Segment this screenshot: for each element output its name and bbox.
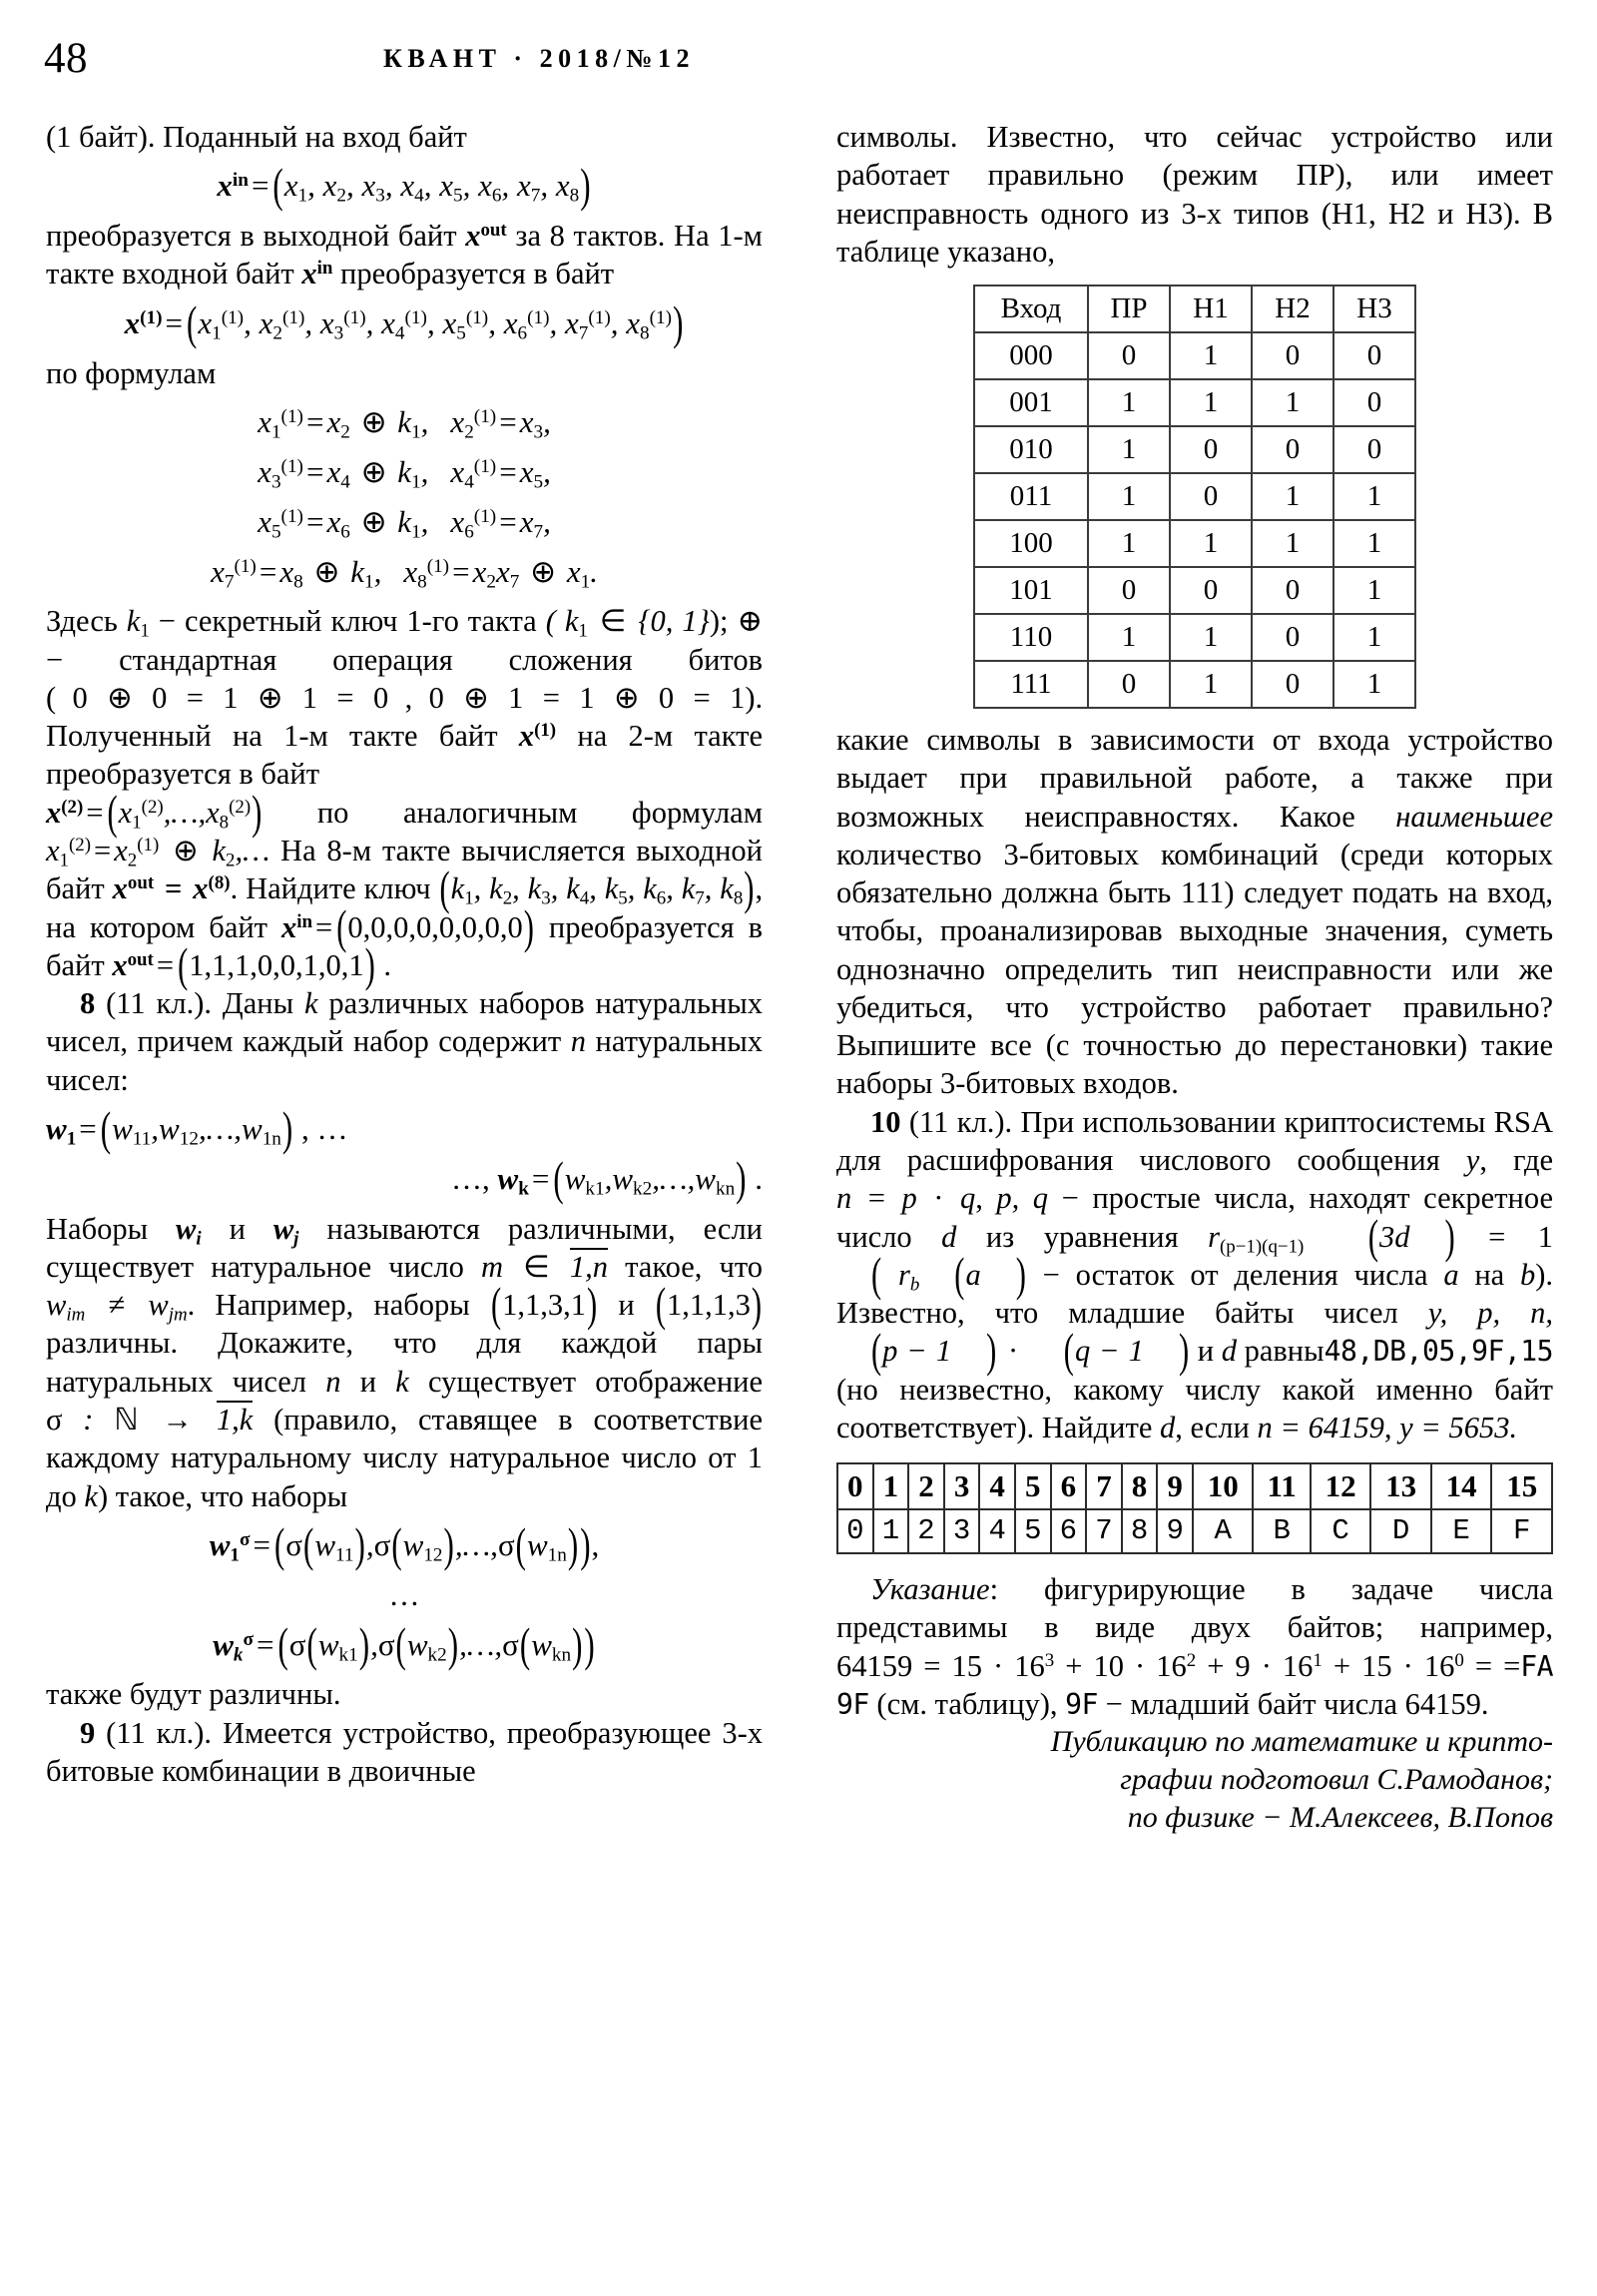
equation-wk-sigma: $w_k^\sigma=$ $(\sigma(w_{k1}),\sigma(w_{k2}),\dots,\sigma(w_{kn}))$ — [213, 1616, 595, 1671]
equation-dots: … — [388, 1576, 420, 1612]
truth-cell-input: 010 — [974, 426, 1088, 473]
truth-header-n3: Н3 — [1333, 286, 1415, 332]
math-tuple-1113: (1,1,1,3) — [655, 1278, 763, 1332]
truth-cell: 1 — [1333, 567, 1415, 614]
hex-table-container — [836, 1462, 1553, 1554]
math-y-value: y = 5653. — [1399, 1410, 1518, 1444]
hex-decimal-cell: 4 — [979, 1463, 1015, 1509]
truth-cell: 0 — [1252, 614, 1333, 661]
truth-cell: 1 — [1088, 426, 1170, 473]
table-row — [974, 661, 1415, 708]
math-r-equation: $r_{(p-1)(q-1)}$ (3d ) = 1 — [1208, 1210, 1554, 1263]
credit-block — [836, 1723, 1553, 1836]
math-b: b — [1520, 1257, 1536, 1292]
hex-decimal-cell: 3 — [944, 1463, 980, 1509]
truth-cell: 1 — [1333, 614, 1415, 661]
truth-cell: 0 — [1252, 661, 1333, 708]
hex-decimal-cell: 0 — [837, 1463, 873, 1509]
paragraph-transform: преобразуется в выходной байт $x^{out}$ за 8 тактов. На 1-м такте входной байт $x^{in}$ преобразуется в байт — [46, 219, 763, 291]
truth-cell: 0 — [1170, 426, 1252, 473]
math-k: k — [395, 1364, 409, 1399]
math-m-range: m ∈ 1,n — [481, 1249, 608, 1284]
hex-digit-cell: 7 — [1086, 1509, 1122, 1553]
math-key-tuple: ($k_1$, $k_2$, $k_3$, $k_4$, $k_5$, $k_6$, $k_7$, $k_8$) — [439, 861, 755, 915]
equation-w1: $w_1=$ $(w_{11},w_{12},\dots,w_{1n})$ , … — [46, 1100, 348, 1155]
truth-cell-input: 000 — [974, 332, 1088, 379]
hex-decimal-cell: 5 — [1015, 1463, 1051, 1509]
hex-decimal-cell: 7 — [1086, 1463, 1122, 1509]
hex-decimal-cell: 13 — [1370, 1463, 1431, 1509]
problem-10-grade: (11 кл.). — [908, 1104, 1013, 1139]
truth-cell: 1 — [1252, 473, 1333, 520]
math-x2: $x^{(2)}$ — [46, 795, 84, 830]
problem-9: 9 (11 кл.). Имеется устройство, преобразующее 3-х битовые комбинации в двоичные — [46, 1715, 763, 1788]
truth-cell: 0 — [1252, 567, 1333, 614]
truth-header-n1: Н1 — [1170, 286, 1252, 332]
hex-9f: 9F — [1065, 1687, 1098, 1721]
table-row — [974, 614, 1415, 661]
truth-cell: 0 — [1333, 332, 1415, 379]
hex-decimal-cell: 15 — [1491, 1463, 1552, 1509]
problem-8-grade: (11 кл.). — [106, 986, 213, 1021]
hex-decimal-cell: 14 — [1431, 1463, 1492, 1509]
math-n-eq-pq: n = p · q — [836, 1181, 976, 1216]
truth-cell: 1 — [1252, 379, 1333, 426]
truth-cell-input: 001 — [974, 379, 1088, 426]
truth-cell: 0 — [1088, 567, 1170, 614]
truth-cell: 1 — [1252, 520, 1333, 567]
truth-cell: 1 — [1170, 332, 1252, 379]
paragraph-second-tact: $x^{(2)}=$ $(x_1^{(2)},\dots,x_8^{(2)})$ по аналогичным формулам $x_1^{(2)}=x_2^{(1)}$ ⊕ $k_2,\dots$ На 8-м такте вычисляется выходной байт $x^{out} = x^{(8)}$. Найдите ключ ($k_1$, $k_2$, $k_3$, $k_4$, $k_5$, $k_6$, $k_7$, $k_8$), на котором байт $x^{in}= (0,0,0,0,0,0,0,0)$ преобразуется в байт $x^{out}= (1,1,1,0,0,1,0,1)$ . — [46, 786, 764, 992]
math-x1-second: $x_1^{(2)}=x_2^{(1)}$ ⊕ $k_2,\dots$ — [46, 834, 270, 871]
hex-decimal-cell: 11 — [1253, 1463, 1310, 1509]
truth-cell: 1 — [1333, 661, 1415, 708]
paragraph-intro: (1 байт). Поданный на вход байт — [46, 120, 467, 154]
truth-cell-input: 100 — [974, 520, 1088, 567]
hex-digit-cell: 6 — [1051, 1509, 1087, 1553]
credit-line-1: Публикацию по математике и крипто- — [1050, 1725, 1553, 1759]
math-a: a — [1443, 1257, 1459, 1292]
math-hex-expansion: $64159 = 15 \cdot 16^3 + 10 \cdot 16^2 + 9 \cdot 16^1 + 15 \cdot 16^0$ = — [836, 1648, 1493, 1683]
hex-decimal-cell: 1 — [873, 1463, 909, 1509]
math-wj: $w_j$ — [272, 1211, 299, 1249]
truth-cell: 1 — [1170, 661, 1252, 708]
truth-cell: 1 — [1170, 520, 1252, 567]
hex-decimal-cell: 9 — [1157, 1463, 1193, 1509]
table-row — [974, 520, 1415, 567]
math-byte-list: y, p, n, — [1427, 1296, 1554, 1331]
hex-digit-cell: A — [1193, 1509, 1254, 1553]
truth-cell: 0 — [1252, 332, 1333, 379]
formula-line-2: $x_3^{(1)}=x_4$ ⊕ $k_1$, $x_4^{(1)}=x_5$, — [258, 453, 551, 493]
hex-decimal-cell: 10 — [1193, 1463, 1254, 1509]
math-k1-set: ( $k_1$ ∈ {0, 1} — [545, 604, 710, 642]
math-x-out: $x^{out}$ — [465, 219, 507, 254]
hex-digit-cell: 0 — [837, 1509, 873, 1553]
problem-8: 8 (11 кл.). Даны k различных наборов натуральных чисел, причем каждый набор содержит n натуральных чисел: — [46, 986, 763, 1097]
table-row — [974, 426, 1415, 473]
problem-9-number: 9 — [80, 1715, 96, 1750]
math-k1: $k_1$ — [126, 604, 150, 642]
truth-cell-input: 101 — [974, 567, 1088, 614]
truth-cell: 1 — [1333, 473, 1415, 520]
math-p1q1: (p − 1 ) · (q − 1 ) — [871, 1324, 1190, 1378]
math-k-upper: k — [84, 1478, 98, 1513]
credit-line-2: графии подготовил С.Рамоданов; — [1120, 1762, 1553, 1796]
truth-cell-input: 110 — [974, 614, 1088, 661]
hex-digit-cell: 2 — [908, 1509, 944, 1553]
formula-line-1: $x_1^{(1)}=x_2$ ⊕ $k_1$, $x_2^{(1)}=x_3$, — [258, 403, 551, 443]
hex-digit-cell: 3 — [944, 1509, 980, 1553]
truth-cell: 1 — [1088, 379, 1170, 426]
truth-header-input: Вход — [974, 286, 1088, 332]
hex-table — [836, 1462, 1553, 1554]
hex-digit-cell: B — [1253, 1509, 1310, 1553]
hex-digit-cell: 5 — [1015, 1509, 1051, 1553]
math-equals: = — [1503, 1648, 1521, 1683]
emphasis-smallest: наименьшее — [1395, 799, 1554, 834]
truth-cell: 1 — [1088, 473, 1170, 520]
math-xout-value: $x^{out}$ — [112, 947, 154, 982]
math-n: n — [325, 1364, 341, 1399]
truth-cell: 0 — [1333, 426, 1415, 473]
equation-w1-sigma: $w_1^\sigma=$ $(\sigma(w_{11}),\sigma(w_{12}),\dots,\sigma(w_{1n}))$, — [209, 1516, 600, 1571]
math-find-d: d — [1160, 1410, 1176, 1444]
hex-digit-cell: 1 — [873, 1509, 909, 1553]
truth-cell: 0 — [1252, 426, 1333, 473]
math-w-inequality: $w_{im} \ne w_{jm}$ — [46, 1288, 188, 1326]
problem-9-grade: (11 кл.). — [106, 1715, 213, 1750]
hex-decimal-cell: 6 — [1051, 1463, 1087, 1509]
table-row — [974, 379, 1415, 426]
problem-10-number: 10 — [870, 1104, 901, 1139]
hex-digit-cell: F — [1491, 1509, 1552, 1553]
math-d-2: d — [1221, 1334, 1237, 1369]
truth-table-container — [836, 285, 1553, 709]
math-x-in: $x^{in}$ — [301, 257, 333, 291]
truth-cell: 0 — [1333, 379, 1415, 426]
table-row — [974, 567, 1415, 614]
byte-values: 48,DB,05,9F,15 — [1324, 1335, 1554, 1369]
math-wi: $w_i$ — [176, 1211, 202, 1249]
formula-line-4: $x_7^{(1)}=x_8$ ⊕ $k_1$, $x_8^{(1)}=x_2x_7$ ⊕ $x_1$. — [211, 553, 598, 592]
problem-10: 10 (11 кл.). При использовании криптосистемы RSA для расшифрования числового сообщения y, где n = p · q, p, q − простые числа, находят секретное число d из уравнения $r_{(p-1)(q-1)}$ (3d ) = 1 ( $r_b$ (a ) − остаток от деления числа a на b). Известно, что младшие байты чисел y, p, n, (p − 1 ) · (q − 1 ) и d равны48,DB,05,9F,15 (но неизвестно, какому числу какой именно байт соответствует). Найдите d, если n = 64159, y = 5653. — [836, 1104, 1554, 1444]
table-row — [974, 332, 1415, 379]
truth-table — [973, 285, 1416, 709]
paragraph-by-formulas: по формулам — [46, 355, 217, 390]
page-number: 48 — [44, 35, 88, 82]
truth-cell: 0 — [1088, 661, 1170, 708]
truth-cell: 0 — [1088, 332, 1170, 379]
hex-digit-cell: D — [1370, 1509, 1431, 1553]
math-rb-a: ( $r_b$ (a ) — [871, 1248, 1026, 1302]
math-xor-rule-1: ( 0 ⊕ 0 = 1 ⊕ 1 = 0 , — [46, 680, 413, 715]
truth-cell: 1 — [1333, 520, 1415, 567]
truth-cell-input: 111 — [974, 661, 1088, 708]
math-p-q: p, q — [996, 1181, 1049, 1216]
math-x1-inline: $x^{(1)}$ — [518, 719, 557, 754]
math-xor-rule-2: 0 ⊕ 1 = 1 ⊕ 0 = 1 — [428, 680, 746, 715]
truth-cell: 1 — [1170, 379, 1252, 426]
right-column — [836, 118, 1553, 1837]
math-n-value: n = 64159, — [1257, 1410, 1392, 1444]
formula-line-3: $x_5^{(1)}=x_6$ ⊕ $k_1$, $x_6^{(1)}=x_7$, — [258, 503, 551, 542]
paragraph-device-modes: символы. Известно, что сейчас устройство или работает правильно (режим ПР), или имеет неисправность одного из 3-х типов (Н1, Н2 и Н3). В таблице указано, — [836, 120, 1553, 269]
truth-cell: 0 — [1170, 473, 1252, 520]
truth-table-header-row — [974, 286, 1415, 332]
math-sigma-map: σ : ℕ → 1,k — [46, 1402, 254, 1436]
truth-cell: 1 — [1170, 614, 1252, 661]
hex-decimal-cell: 8 — [1122, 1463, 1158, 1509]
math-y: y — [1465, 1142, 1480, 1177]
credit-line-3: по физике − М.Алексеев, В.Попов — [1127, 1800, 1553, 1834]
paragraph-also-distinct: также будут различны. — [46, 1677, 341, 1712]
truth-cell-input: 011 — [974, 473, 1088, 520]
truth-cell: 1 — [1088, 614, 1170, 661]
equation-x-in: $x^{in}= (x_1$, $x_2$, $x_3$, $x_4$, $x_5$, $x_6$, $x_7$, $x_8$) — [217, 158, 591, 213]
left-column — [46, 118, 763, 1790]
hint-note: Указание: фигурирующие в задаче числа представимы в виде двух байтов; например, $64159 = 15 \cdot 16^3 + 10 \cdot 16^2 + 9 \cdot 16^1 + 15 \cdot 16^0 = =FA$ 9F (см. таблицу), 9F − младший байт числа 64159. — [836, 1572, 1554, 1721]
math-d: d — [941, 1219, 957, 1254]
table-row — [974, 473, 1415, 520]
math-k-count: k — [303, 986, 318, 1021]
running-head: КВАНТ · 2018/№12 — [383, 44, 695, 73]
equation-x1: $x^{(1)}= (x_1^{(1)}$, $x_2^{(1)}$, $x_3^{(1)}$, $x_4^{(1)}$, $x_5^{(1)}$, $x_6^{(1)}$, $x_7^{(1)}$, $x_8^{(1)}$) — [124, 294, 684, 349]
math-n-count: n — [570, 1024, 586, 1059]
paragraph-key-definition: Здесь $k_1$ − секретный ключ 1-го такта ( $k_1$ ∈ {0, 1}); ⊕ − стандартная операция сложения битов ( 0 ⊕ 0 = 1 ⊕ 1 = 0 , 0 ⊕ 1 = 1 ⊕ 0 = 1). Полученный на 1-м такте байт $x^{(1)}$ на 2-м такте преобразуется в байт — [46, 604, 764, 792]
hex-digit-cell: 4 — [979, 1509, 1015, 1553]
truth-cell: 0 — [1170, 567, 1252, 614]
paragraph-distinct-sets: Наборы $w_i$ и $w_j$ называются различными, если существует натуральное число m ∈ 1,n такое, что $w_{im} \ne w_{jm}$. Например, наборы (1,1,3,1) и (1,1,1,3) различны. Докажите, что для каждой пары натуральных чисел n и k существует отображение σ : ℕ → 1,k (правило, ставящее в соответствие каждому натуральному числу натуральное число от 1 до k) такое, что наборы — [46, 1211, 763, 1513]
problem-8-number: 8 — [80, 986, 96, 1021]
page-header — [0, 28, 1597, 88]
math-x-out-eq: $x^{out} = x^{(8)}$ — [112, 871, 231, 906]
truth-header-pr: ПР — [1088, 286, 1170, 332]
paragraph-question: какие символы в зависимости от входа устройство выдает при правильной работе, а также при возможных неисправностях. Какое наименьшее количество 3-битовых комбинаций (среди которых обязательно должна быть 111) следует подать на вход, чтобы, проанализировав выходные значения, суметь однозначно определить тип неисправности или же убедиться, что устройство работает правильно? Выпишите все (с точностью до перестановки) такие наборы 3-битовых входов. — [836, 723, 1554, 1101]
hex-digit-cell: E — [1431, 1509, 1492, 1553]
math-tuple-1131: (1,1,3,1) — [490, 1278, 598, 1332]
hex-digit-cell: 9 — [1157, 1509, 1193, 1553]
hex-decimal-cell: 2 — [908, 1463, 944, 1509]
hex-digit-cell: 8 — [1122, 1509, 1158, 1553]
truth-cell: 1 — [1088, 520, 1170, 567]
hex-fa9f: FA 9F — [836, 1649, 1554, 1721]
hint-label: Указание — [870, 1572, 990, 1607]
hex-digit-cell: C — [1311, 1509, 1371, 1553]
hex-decimal-cell: 12 — [1311, 1463, 1371, 1509]
hex-digit-row — [837, 1509, 1552, 1553]
equation-wk: …, $w_k=$ $(w_{k1},w_{k2},\dots,w_{kn})$ . — [451, 1150, 763, 1205]
math-xin-zeros: $x^{in}$ — [280, 909, 313, 944]
hex-decimal-row — [837, 1463, 1552, 1509]
truth-header-n2: Н2 — [1252, 286, 1333, 332]
